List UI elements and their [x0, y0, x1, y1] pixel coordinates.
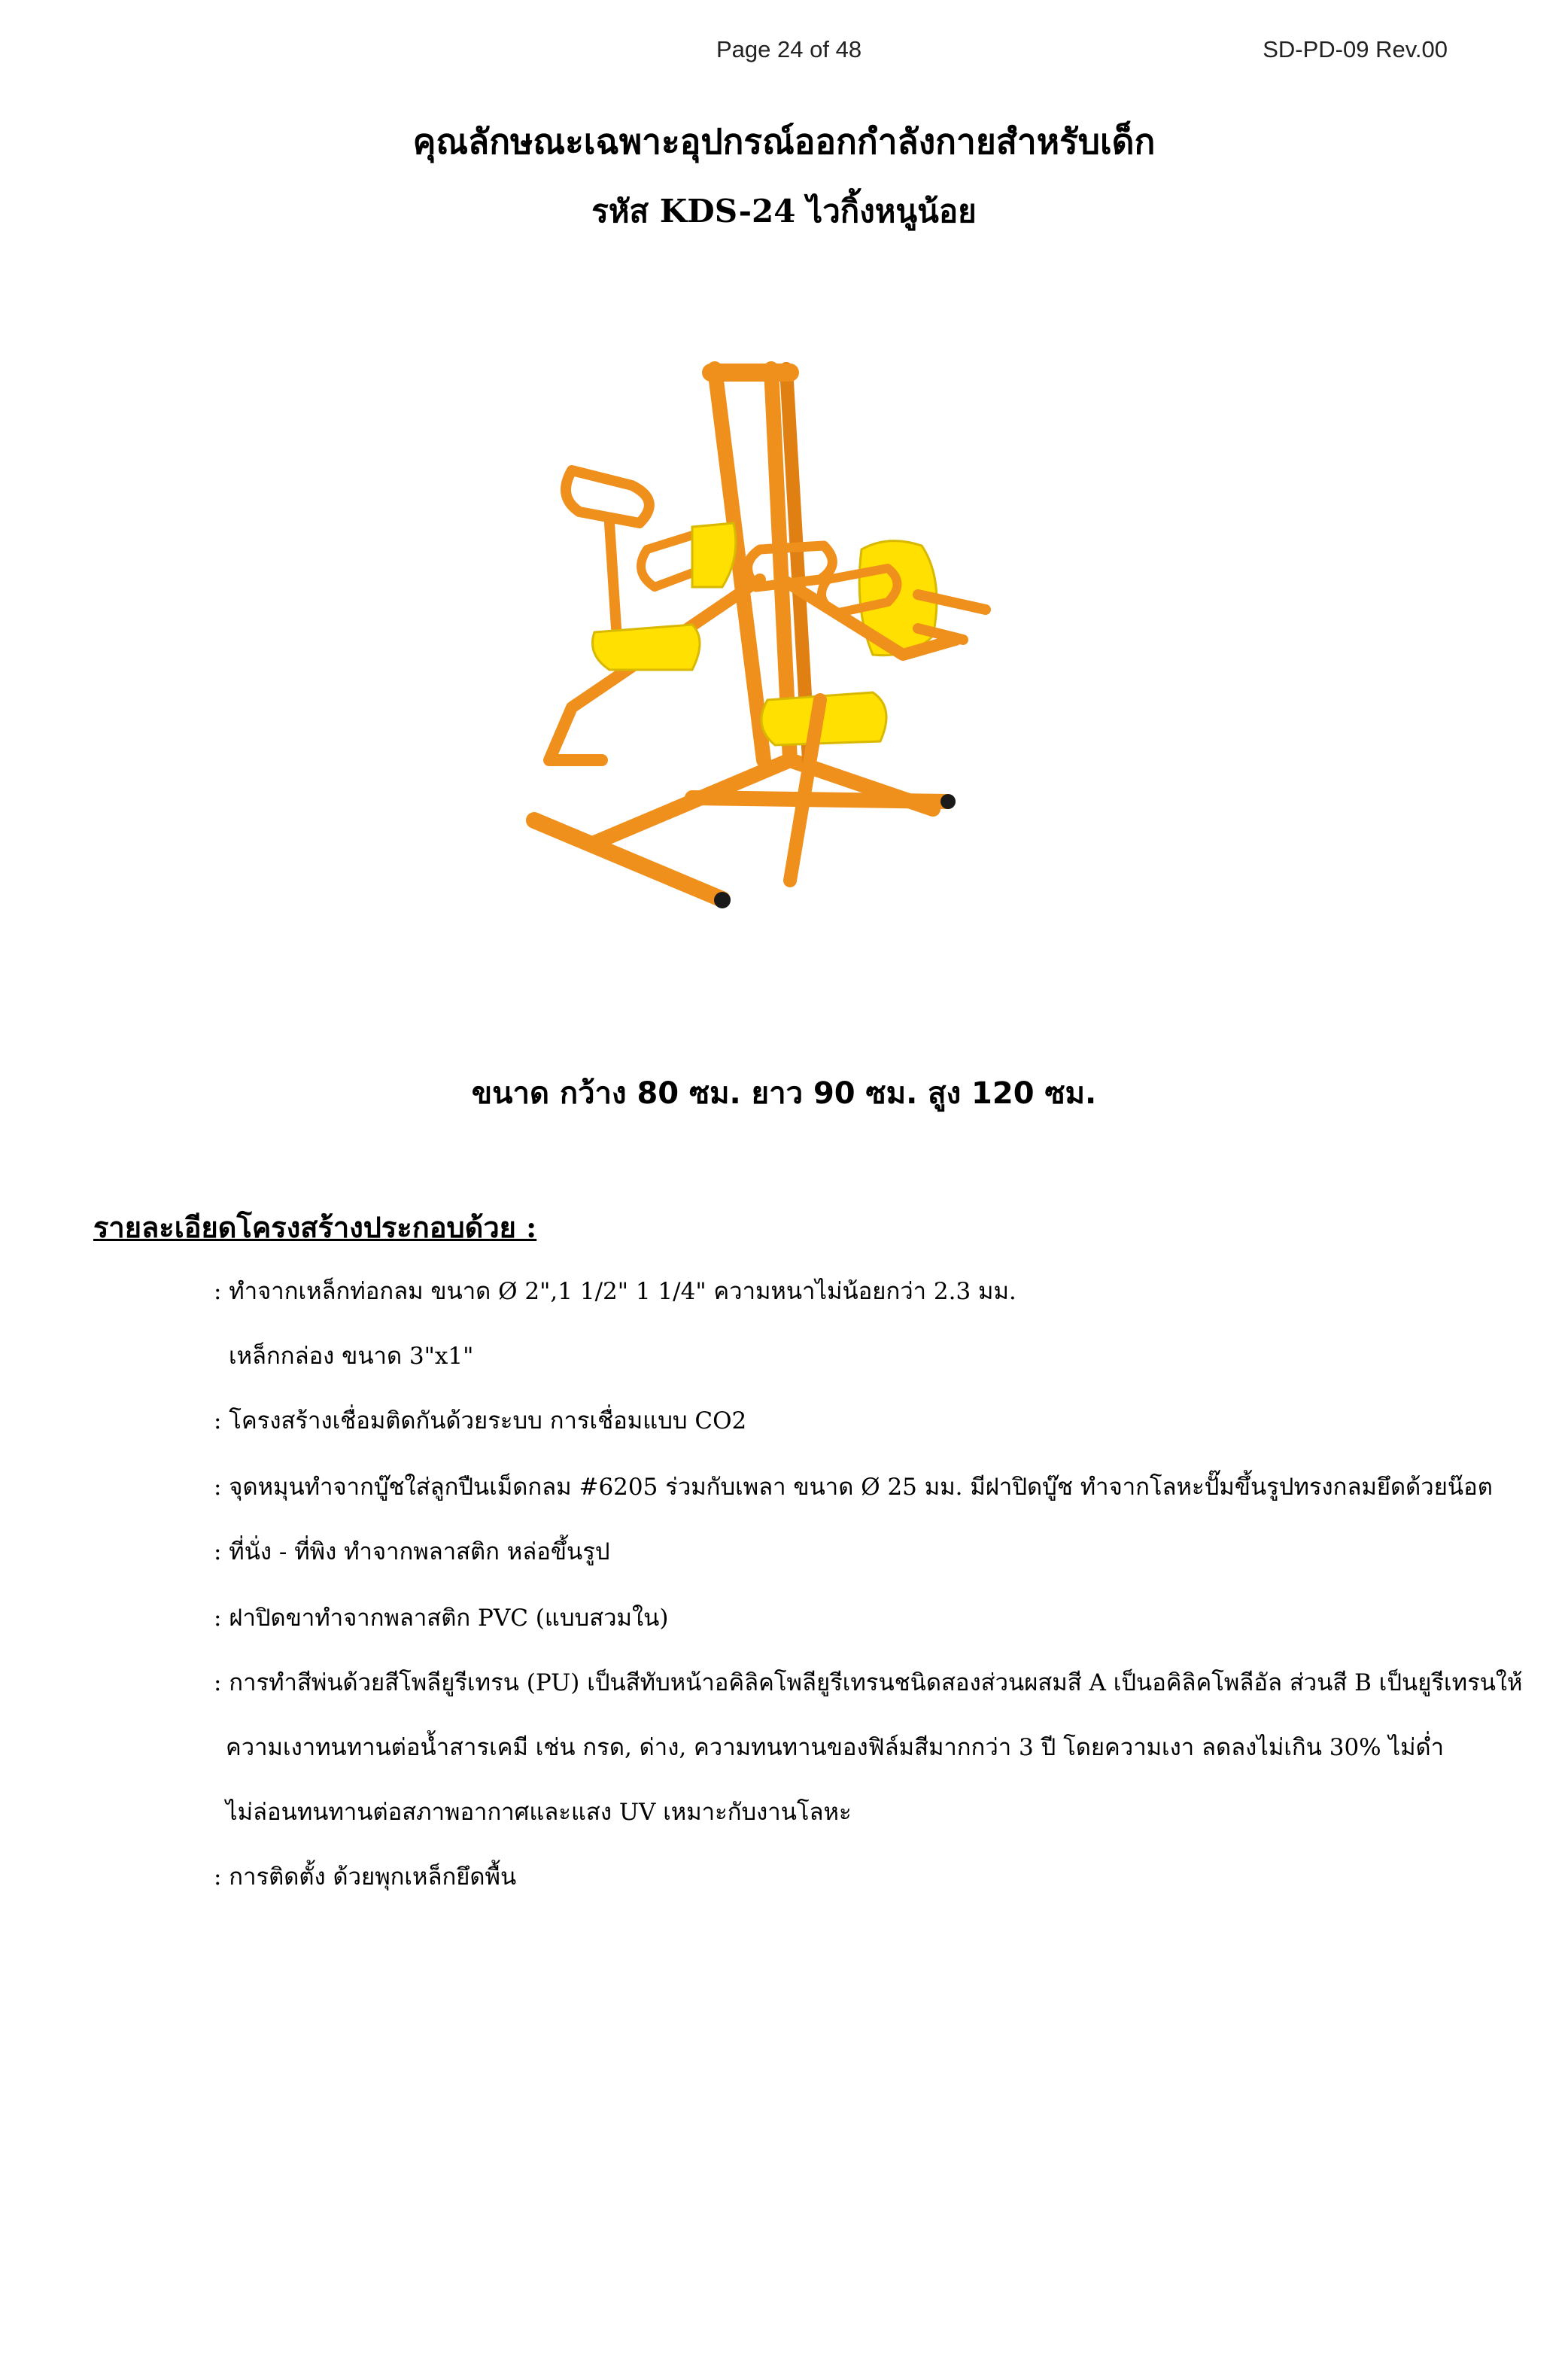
- end-cap-icon: [940, 794, 956, 809]
- viking-swing-image: [466, 339, 1068, 941]
- left-back: [692, 523, 736, 587]
- spec-line: เหล็กกล่อง ขนาด 3"x1": [229, 1343, 474, 1370]
- product-code-title: รหัส KDS-24 ไวกิ้งหนูน้อย: [591, 193, 977, 230]
- spec-line: ความเงาทนทานต่อน้ำสารเคมี เช่น กรด, ด่าง, ความทนทานของฟิล์มสีมากกว่า 3 ปี โดยความเงา ลดลงไม่เกิน 30% ไม่ด่ำ: [226, 1734, 1445, 1761]
- spec-line: : ฝาปิดขาทำจากพลาสติก PVC (แบบสวมใน): [214, 1605, 669, 1632]
- spec-line: ไม่ล่อนทนทานต่อสภาพอากาศและแสง UV เหมาะกับงานโลหะ: [226, 1799, 852, 1826]
- left-upright: [609, 523, 617, 640]
- size-specification: ขนาด กว้าง 80 ซม. ยาว 90 ซม. สูง 120 ซม.: [471, 1076, 1097, 1111]
- page-number: Page 24 of 48: [716, 36, 862, 62]
- spec-line: : จุดหมุนทำจากบู๊ชใส่ลูกปืนเม็ดกลม #6205 ร่วมกับเพลา ขนาด Ø 25 มม. มีฝาปิดบู๊ช ทำจากโลหะปั๊มขึ้นรูปทรงกลมยึดด้วยน๊อต: [214, 1474, 1493, 1501]
- end-cap-icon: [714, 892, 731, 908]
- spec-heading: รายละเอียดโครงสร้างประกอบด้วย :: [93, 1210, 537, 1244]
- document-code: SD-PD-09 Rev.00: [1263, 36, 1448, 62]
- left-handle: [566, 470, 649, 523]
- left-seat: [593, 625, 700, 670]
- document-title: คุณลักษณะเฉพาะอุปกรณ์ออกกำลังกายสำหรับเด็ก: [412, 121, 1156, 162]
- spec-line: : การทำสีพ่นด้วยสีโพลียูรีเทรน (PU) เป็นสีทับหน้าอคิลิคโพลียูรีเทรนชนิดสองส่วนผสมสี A เป็นอคิลิคโพลีอัล ส่วนสี B เป็นยูรีเทรนให้: [214, 1669, 1523, 1696]
- spec-line: : ทำจากเหล็กท่อกลม ขนาด Ø 2",1 1/2" 1 1/4" ความหนาไม่น้อยกว่า 2.3 มม.: [214, 1278, 1016, 1305]
- spec-line: : โครงสร้างเชื่อมติดกันด้วยระบบ การเชื่อมแบบ CO2: [214, 1407, 747, 1434]
- spec-line: : การติดตั้ง ด้วยพุกเหล็กยึดพื้น: [214, 1863, 517, 1891]
- spec-line: : ที่นั่ง - ที่พิง ทำจากพลาสติก หล่อขึ้นรูป: [214, 1538, 610, 1565]
